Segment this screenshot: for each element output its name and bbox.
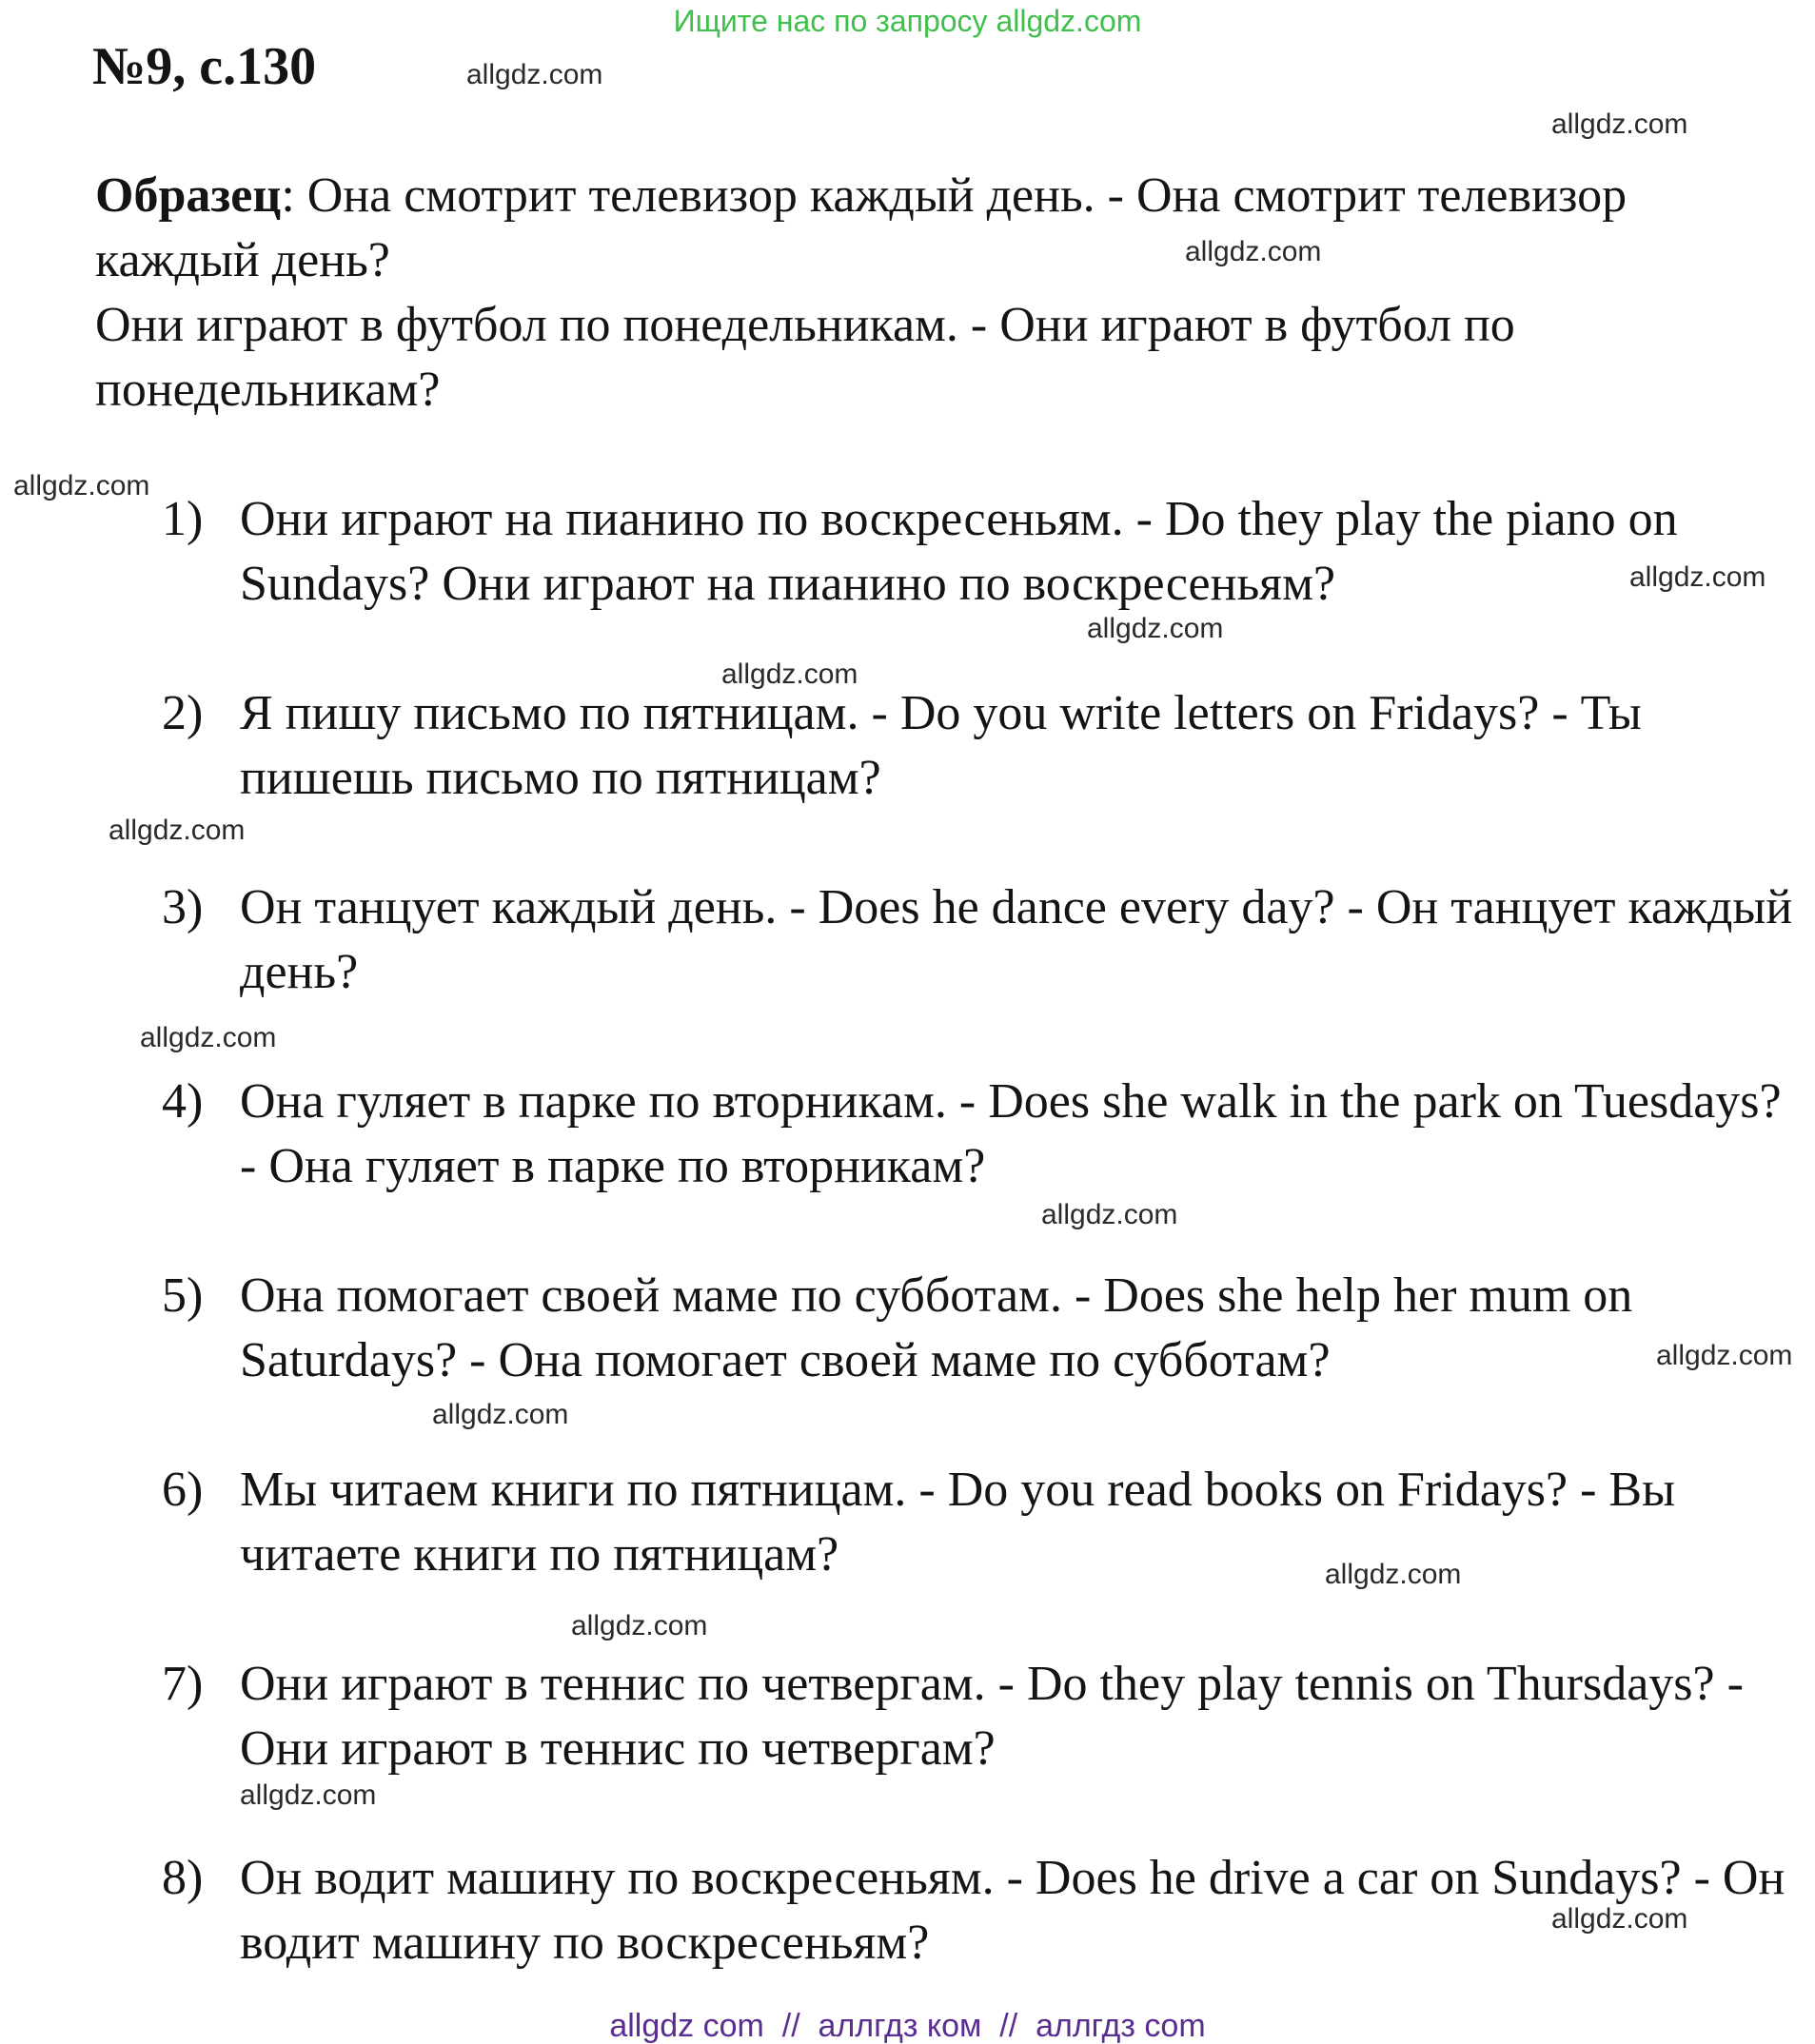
watermark: allgdz.com (13, 470, 150, 501)
sample-line-2: Они играют в футбол по понедельникам. - Они играют в футбол по понедельникам? (95, 298, 1515, 417)
watermark: allgdz.com (1551, 108, 1688, 140)
watermark: allgdz.com (432, 1399, 569, 1430)
sample-separator: : (281, 168, 307, 223)
item-text: Он танцует каждый день. - Does he dance every day? - Он танцует каждый день? (240, 880, 1793, 999)
item-text: Они играют на пианино по воскресеньям. - Do they play the piano on Sundays? Они играют на пианино по воскресеньям? (240, 492, 1678, 611)
list-item (162, 1264, 1799, 1393)
sample-line-1 (95, 164, 1732, 293)
list-item (162, 1652, 1799, 1781)
item-text: Он водит машину по воскресеньям. - Does he drive a car on Sundays? - Он водит машину по воскресеньям? (240, 1851, 1785, 1970)
watermark: allgdz.com (721, 658, 858, 690)
item-number: 6) (162, 1463, 204, 1517)
item-number: 3) (162, 880, 204, 934)
item-number: 1) (162, 492, 204, 546)
footer-watermark: allgdz com // аллгдз ком // аллгдз com (609, 2008, 1206, 2044)
list-item (162, 681, 1799, 811)
watermark: allgdz.com (1551, 1903, 1688, 1935)
list-item (162, 487, 1799, 617)
watermark: allgdz.com (109, 815, 246, 846)
item-text: Она гуляет в парке по вторникам. - Does she walk in the park on Tuesdays? - Она гуляет в парке по вторникам? (240, 1074, 1782, 1193)
watermark: allgdz.com (1629, 561, 1766, 593)
item-number: 4) (162, 1074, 204, 1129)
item-number: 5) (162, 1268, 204, 1323)
search-banner: Ищите нас по запросу allgdz.com (673, 4, 1142, 38)
sample-text-1: Она смотрит телевизор каждый день. - Она смотрит телевизор каждый день? (95, 168, 1628, 287)
list-item (162, 875, 1799, 1005)
watermark: allgdz.com (140, 1022, 277, 1053)
watermark: allgdz.com (240, 1779, 377, 1811)
item-number: 7) (162, 1657, 204, 1711)
watermark: allgdz.com (1185, 236, 1322, 267)
watermark: allgdz.com (1656, 1340, 1793, 1371)
list-item (162, 1458, 1799, 1590)
item-text: Я пишу письмо по пятницам. - Do you write letters on Fridays? - Ты пишешь письмо по пятницам? (240, 686, 1642, 805)
item-number: 8) (162, 1851, 204, 1905)
sample-label: Образец (95, 168, 282, 223)
item-text: Она помогает своей маме по субботам. - Does she help her mum on Saturdays? - Она помогает своей маме по субботам? (240, 1268, 1633, 1387)
watermark: allgdz.com (571, 1610, 708, 1641)
watermark: allgdz.com (1325, 1559, 1462, 1590)
exercise-title: №9, с.130 (92, 37, 317, 96)
item-text: Мы читаем книги по пятницам. - Do you read books on Fridays? - Вы читаете книги по пятницам? (240, 1463, 1676, 1582)
watermark: allgdz.com (1041, 1199, 1178, 1230)
watermark: allgdz.com (1087, 613, 1224, 644)
item-text: Они играют в теннис по четвергам. - Do they play tennis on Thursdays? - Они играют в теннис по четвергам? (240, 1657, 1744, 1776)
sample-block (95, 164, 1732, 423)
item-number: 2) (162, 686, 204, 740)
list-item (162, 1070, 1799, 1199)
watermark: allgdz.com (466, 59, 603, 90)
